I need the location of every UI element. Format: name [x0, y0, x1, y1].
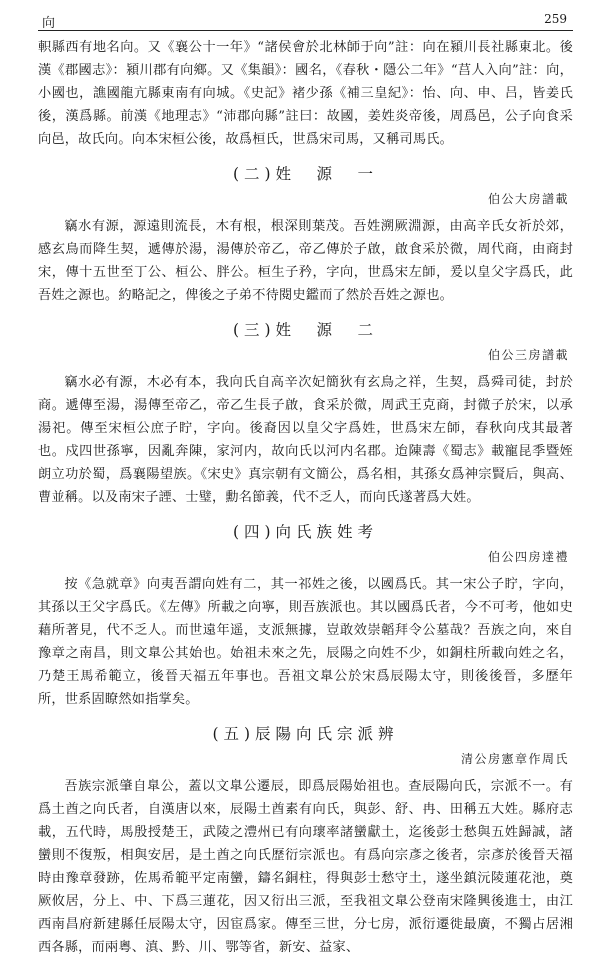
section-4 — [38, 519, 573, 711]
section-paragraph: 竊水有源，源遠則流長，木有根，根深則葉茂。吾姓溯厥淵源，由高辛氏女祈於郊，感玄鳥而降生契，遞傳於湯，湯傳於帝乙，帝乙傳於子啟，啟食采於微，周代商，由商封宋，傳十五世至丁公、桓公、胖公。桓生子矜，字向，世爲宋左師，爰以皇父字爲氏，此吾姓之源也。約略記之，俾後之子弟不待閱史鑑而了然於吾姓之源也。 — [38, 219, 573, 303]
section-paragraph: 按《急就章》向夷吾謂向姓有二，其一祁姓之後，以國爲氏。其一宋公子眝，字向，其孫以王父字爲氏。《左傳》所載之向寧，則吾族派也。其以國爲氏者，今不可考，他如史藉所著見，代不乏人。而世遠年遥，支派無據，豈敢效崇韜拜令公墓哉？吾族之向，來自豫章之南昌，則文臯公其始也。始祖未來之先，辰陽之向姓不少，如銅柱所載向姓之名，乃楚王馬希範立，後晉天福五年事也。吾祖文臯公於宋爲辰陽太守，則後後晉，多歷年所，世系固瞭然如指掌矣。 — [38, 577, 573, 707]
section-2 — [38, 161, 573, 307]
page-header — [38, 10, 573, 32]
section-5 — [38, 721, 573, 959]
section-byline: 伯公三房譜載 — [487, 348, 569, 362]
section-byline: 伯公大房譜載 — [487, 192, 569, 206]
section-paragraph: 竊水必有源，木必有本，我向氏自高辛次妃簡狄有玄鳥之祥，生契，爲舜司徒，封於商。遞傳至湯，湯傳至帝乙，帝乙生長子啟，食采於微，周武王克商，封微子於宋，以承湯祀。傳至宋桓公庶子眝，字向。後裔因以皇父字爲姓，世爲宋左師，春秋向戌其最著也。戍四世孫寧，因亂奔陳，家河内，故向氏以河内名郡。迨陳壽《蜀志》載寵昆季暨姪朗立功於蜀，爲襄陽望族。《宋史》真宗朝有文簡公，爲名相，其孫女爲神宗賢后，與高、曹並稱。以及南宋子諲、士璧，勳名節義，代不乏人，而向氏遂著爲大姓。 — [38, 375, 573, 505]
intro-paragraph: 軹縣西有地名向。又《襄公十一年》“諸侯會於北林師于向”註：向在潁川長社縣東北。後漢《郡國志》：潁川郡有向鄉。又《集韻》：國名，《春秋・隱公二年》“莒人入向”註：向，小國也，譙國龍亢縣東南有向城。《史記》褚少孫《補三皇紀》：怡、向、申、吕，皆姜氏後，漢爲縣。前漢《地理志》“沛郡向縣”註曰：故國，姜姓炎帝後，周爲邑，公子向食采向邑，故氏向。向本宋桓公後，故爲桓氏，世爲宋司馬，又稱司馬氏。 — [38, 40, 573, 147]
section-title: (二)姓 源 一 — [232, 165, 379, 183]
section-3 — [38, 317, 573, 509]
section-byline: 清公房憲章作周氏 — [460, 752, 569, 766]
header-rule — [38, 30, 573, 31]
section-title: (五)辰陽向氏宗派辨 — [212, 725, 399, 743]
section-title: (四)向氏族姓考 — [232, 523, 379, 541]
page-number: 259 — [544, 12, 567, 26]
section-paragraph: 吾族宗派肇自臯公，蓋以文臯公遷辰，即爲辰陽始祖也。查辰陽向氏，宗派不一。有爲土酋之向氏者，自漢唐以來，辰陽土酋素有向氏，與彭、舒、冉、田稱五大姓。縣府志載，五代時，馬殷授楚王，武陵之澧州已有向瓌率諸蠻獻土，迄後彭士愁與五姓歸誠，諸蠻則不復叛，相與安居，是土酋之向氏歷衍宗派也。有爲向宗彥之後者，宗彥於後晉天福時由豫章發跡，佐馬希範平定南蠻，鑄名銅柱，得與彭士愁守土，遂坐鎮沅陵蓮花池，奠厥攸居，分上、中、下爲三蓮花，因又衍出三派，至我祖文臯公登南宋隆興後進士，由江西南昌府新建縣任辰陽太守，因宦爲家。傳至三世，分七房，派衍遷徙最廣，不獨占居湘西各縣，而兩粵、滇、黔、川、鄂等省，新安、益家、 — [38, 779, 573, 955]
section-byline: 伯公四房達禮 — [487, 550, 569, 564]
section-title: (三)姓 源 二 — [232, 321, 379, 339]
page-body — [38, 36, 573, 959]
running-title: 向 — [42, 16, 56, 31]
